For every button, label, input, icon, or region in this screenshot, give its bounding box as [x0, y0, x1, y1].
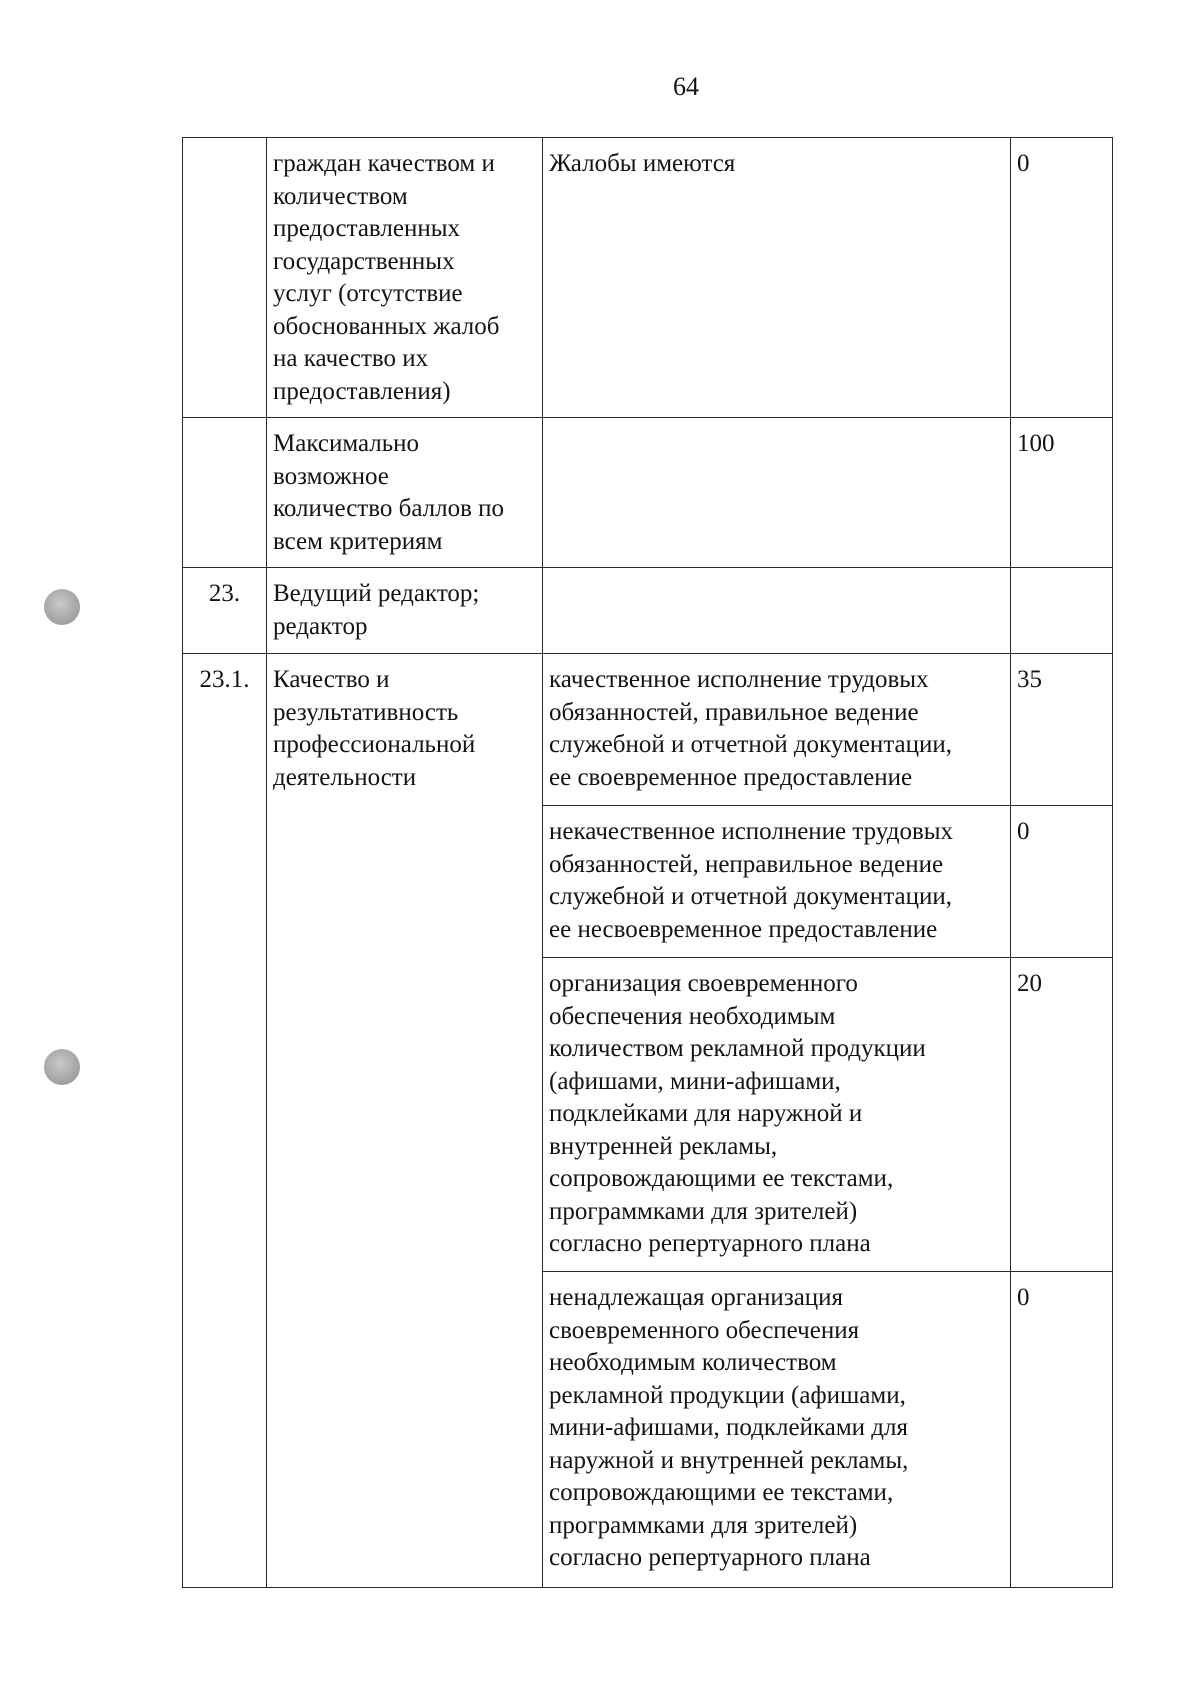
text-line: обоснованных жалоб	[273, 312, 500, 340]
indicator-cell	[543, 418, 1011, 568]
criteria-table	[182, 137, 1113, 1588]
text-line: необходимым количеством	[549, 1349, 837, 1376]
table-row	[183, 568, 1113, 654]
text-line: услуг (отсутствие	[273, 280, 463, 307]
text-line: обязанностей, правильное ведение	[549, 698, 919, 726]
indicator-cell	[543, 806, 1011, 958]
indicator-cell	[543, 568, 1011, 654]
row-number-cell	[183, 138, 267, 418]
text-line: подклейками для наружной и	[549, 1100, 863, 1127]
text-line: служебной и отчетной документации,	[549, 731, 953, 758]
text-line: внутренней рекламы,	[549, 1132, 778, 1160]
text-line: служебной и отчетной документации,	[549, 883, 953, 910]
text-line: граждан качеством и	[273, 150, 495, 177]
score-cell: 20	[1011, 958, 1113, 1272]
text-line: обязанностей, неправильное ведение	[549, 850, 944, 878]
text-line: организация своевременного	[549, 970, 858, 997]
criterion-cell	[267, 568, 543, 654]
text-line: программками для зрителей)	[549, 1511, 858, 1539]
text-line: мини-афишами, подклейками для	[549, 1414, 908, 1441]
score-cell: 35	[1011, 654, 1113, 806]
text-line: редактор	[273, 612, 368, 640]
text-line: Качество и	[273, 666, 390, 693]
table-row	[183, 418, 1113, 568]
score-cell: 0	[1011, 138, 1113, 418]
score-cell: 0	[1011, 1272, 1113, 1588]
text-line: рекламной продукции (афишами,	[549, 1381, 906, 1409]
text-line: деятельности	[273, 763, 417, 791]
indicator-cell	[543, 654, 1011, 806]
table-row	[183, 654, 1113, 806]
text-line: обеспечения необходимым	[549, 1002, 836, 1030]
page-number: 64	[673, 72, 699, 101]
score-cell: 0	[1011, 806, 1113, 958]
row-number-cell	[183, 418, 267, 568]
score-cell	[1011, 568, 1113, 654]
text-line: согласно репертуарного плана	[549, 1230, 871, 1257]
criterion-cell	[267, 654, 543, 1588]
text-line: согласно репертуарного плана	[549, 1544, 871, 1571]
text-line: предоставления)	[273, 377, 451, 405]
text-line: программками для зрителей)	[549, 1197, 858, 1225]
text-line: сопровождающими ее текстами,	[549, 1479, 894, 1506]
score-cell: 100	[1011, 418, 1113, 568]
text-line: ее своевременное предоставление	[549, 763, 913, 791]
text-line: Ведущий редактор;	[273, 580, 480, 607]
text-line: количеством	[273, 182, 408, 210]
text-line: некачественное исполнение трудовых	[549, 818, 954, 845]
text-line: сопровождающими ее текстами,	[549, 1165, 894, 1192]
text-line: наружной и внутренней рекламы,	[549, 1446, 909, 1474]
text-line: качественное исполнение трудовых	[549, 666, 929, 693]
text-line: на качество их	[273, 345, 429, 372]
text-line: количество баллов по	[273, 495, 505, 522]
text-line: ее несвоевременное предоставление	[549, 915, 938, 943]
text-line: результативность	[273, 698, 459, 726]
text-line: Максимально	[273, 430, 420, 457]
criterion-cell	[267, 138, 543, 418]
row-number-cell: 23.	[183, 568, 267, 654]
criterion-cell	[267, 418, 543, 568]
text-line: Жалобы имеются	[549, 150, 736, 177]
indicator-cell	[543, 958, 1011, 1272]
indicator-cell	[543, 1272, 1011, 1588]
punch-hole-mark	[44, 589, 80, 625]
text-line: (афишами, мини-афишами,	[549, 1067, 841, 1095]
text-line: количеством рекламной продукции	[549, 1035, 926, 1062]
text-line: государственных	[273, 247, 455, 275]
punch-hole-mark	[44, 1049, 80, 1085]
table-row	[183, 138, 1113, 418]
text-line: всем критериям	[273, 527, 443, 555]
text-line: предоставленных	[273, 215, 461, 242]
row-number-cell: 23.1.	[183, 654, 267, 1588]
text-line: своевременного обеспечения	[549, 1316, 860, 1344]
text-line: ненадлежащая организация	[549, 1284, 844, 1311]
text-line: возможное	[273, 462, 389, 490]
indicator-cell	[543, 138, 1011, 418]
text-line: профессиональной	[273, 731, 476, 758]
